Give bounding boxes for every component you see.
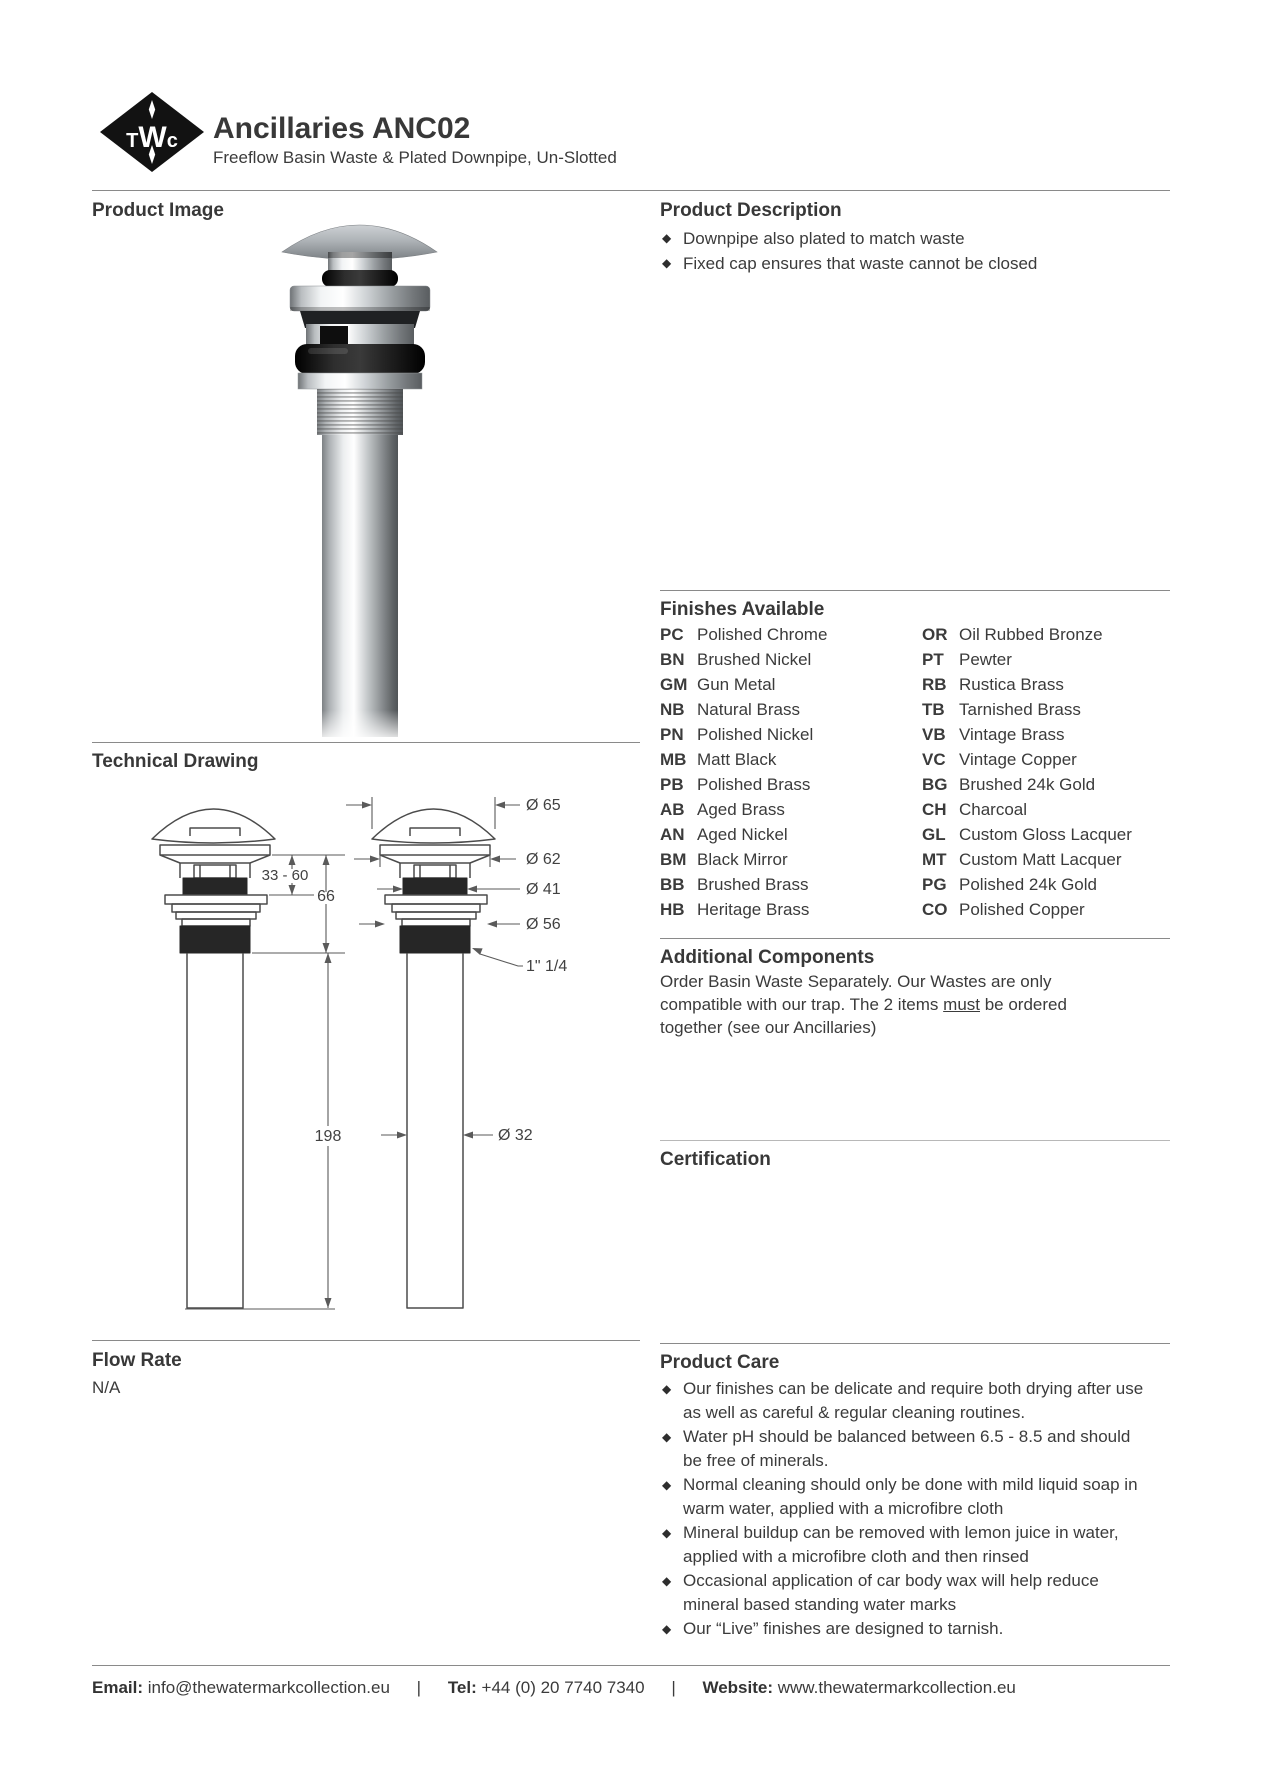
finish-name: Custom Gloss Lacquer bbox=[959, 825, 1132, 844]
finish-item bbox=[660, 847, 922, 872]
finish-item bbox=[660, 822, 922, 847]
finish-name: Charcoal bbox=[959, 800, 1028, 819]
finish-item bbox=[922, 722, 1132, 747]
footer bbox=[92, 1678, 1016, 1698]
finish-name: Natural Brass bbox=[697, 700, 800, 719]
bullet-text: Mineral buildup can be removed with lemon juice in water, applied with a microfibre cloth and then rinsed bbox=[683, 1523, 1119, 1566]
twc-logo bbox=[100, 92, 204, 172]
bullet-text: Our “Live” finishes are designed to tarnish. bbox=[683, 1619, 1004, 1638]
finish-name: Polished Chrome bbox=[697, 625, 828, 644]
finish-code: AN bbox=[660, 825, 685, 844]
finish-name: Custom Matt Lacquer bbox=[959, 850, 1122, 869]
finish-code: CH bbox=[922, 800, 947, 819]
finish-code: OR bbox=[922, 625, 948, 644]
finish-code: GL bbox=[922, 825, 946, 844]
bullet-text: Occasional application of car body wax will help reduce mineral based standing water marks bbox=[683, 1571, 1099, 1614]
finish-item bbox=[660, 622, 922, 647]
finish-item bbox=[660, 647, 922, 672]
dim-dia-flange: Ø 62 bbox=[526, 851, 561, 868]
divider-certification bbox=[660, 1140, 1170, 1141]
bullet-text: Fixed cap ensures that waste cannot be closed bbox=[683, 254, 1038, 273]
finish-code: TB bbox=[922, 700, 945, 719]
finish-code: HB bbox=[660, 900, 685, 919]
page-title: Ancillaries ANC02 bbox=[213, 112, 471, 145]
finish-name: Brushed Nickel bbox=[697, 650, 812, 669]
tel-value: +44 (0) 20 7740 7340 bbox=[481, 1678, 645, 1697]
finish-item bbox=[922, 747, 1132, 772]
dim-dia-cap: Ø 65 bbox=[526, 797, 561, 814]
finish-name: Aged Nickel bbox=[697, 825, 788, 844]
product-care-list bbox=[662, 1377, 1151, 1641]
finish-code: PN bbox=[660, 725, 684, 744]
certification-heading: Certification bbox=[660, 1149, 771, 1170]
product-description-list bbox=[662, 226, 1151, 276]
finishes-grid bbox=[660, 622, 1132, 922]
paragraph-line bbox=[660, 993, 1130, 1016]
diamond-bullet-icon: ◆ bbox=[662, 1526, 672, 1540]
finish-name: Vintage Brass bbox=[959, 725, 1065, 744]
finish-item bbox=[922, 672, 1132, 697]
finish-name: Polished Copper bbox=[959, 900, 1085, 919]
website-label: Website: bbox=[702, 1678, 774, 1697]
finish-code: AB bbox=[660, 800, 685, 819]
flow-rate-value: N/A bbox=[92, 1378, 121, 1397]
dimension-arrows bbox=[289, 802, 506, 1309]
finish-code: BM bbox=[660, 850, 687, 869]
finish-item bbox=[660, 897, 922, 922]
diamond-bullet-icon: ◆ bbox=[662, 1382, 672, 1396]
dim-tube-length: 198 bbox=[314, 1128, 342, 1145]
product-description-heading: Product Description bbox=[660, 200, 842, 221]
dim-overall-height: 66 bbox=[317, 888, 335, 905]
finish-name: Gun Metal bbox=[697, 675, 776, 694]
finish-code: PT bbox=[922, 650, 944, 669]
finish-code: CO bbox=[922, 900, 948, 919]
finish-item bbox=[922, 797, 1132, 822]
additional-components-heading: Additional Components bbox=[660, 947, 875, 968]
footer-separator: | bbox=[416, 1678, 422, 1697]
finishes-column-right bbox=[922, 622, 1132, 922]
list-item bbox=[662, 1617, 1151, 1641]
divider-additional-components bbox=[660, 938, 1170, 939]
finish-code: PC bbox=[660, 625, 684, 644]
finish-name: Rustica Brass bbox=[959, 675, 1064, 694]
list-item bbox=[662, 251, 1151, 276]
finish-item bbox=[660, 872, 922, 897]
finish-name: Pewter bbox=[959, 650, 1012, 669]
finish-code: MT bbox=[922, 850, 947, 869]
bullet-text: Normal cleaning should only be done with mild liquid soap in warm water, applied with a microfibre cloth bbox=[683, 1475, 1138, 1518]
finish-item bbox=[922, 872, 1132, 897]
finish-code: MB bbox=[660, 750, 687, 769]
dim-dia-body: Ø 56 bbox=[526, 916, 561, 933]
paragraph-line: Order Basin Waste Separately. Our Wastes are only bbox=[660, 972, 1052, 991]
dim-dia-thread: Ø 41 bbox=[526, 881, 561, 898]
finish-item bbox=[660, 772, 922, 797]
finish-code: NB bbox=[660, 700, 685, 719]
underlined-word: must bbox=[943, 995, 980, 1014]
finish-item bbox=[922, 847, 1132, 872]
divider-header bbox=[92, 190, 1170, 191]
finish-code: PB bbox=[660, 775, 684, 794]
list-item bbox=[662, 1569, 1151, 1617]
finish-name: Aged Brass bbox=[697, 800, 785, 819]
finish-item bbox=[922, 897, 1132, 922]
finish-name: Black Mirror bbox=[697, 850, 788, 869]
finish-item bbox=[660, 672, 922, 697]
waste-line-drawing bbox=[152, 809, 275, 1308]
finish-code: VC bbox=[922, 750, 946, 769]
bullet-text: Our finishes can be delicate and require both drying after use as well as careful & regular cleaning routines. bbox=[683, 1379, 1144, 1422]
diamond-bullet-icon: ◆ bbox=[662, 231, 672, 245]
list-item bbox=[662, 226, 1151, 251]
diamond-bullet-icon: ◆ bbox=[662, 256, 672, 270]
technical-drawing-heading: Technical Drawing bbox=[92, 751, 259, 772]
finish-item bbox=[922, 647, 1132, 672]
finishes-heading: Finishes Available bbox=[660, 599, 825, 620]
product-photo bbox=[270, 212, 470, 740]
list-item bbox=[662, 1377, 1151, 1425]
email-value: info@thewatermarkcollection.eu bbox=[147, 1678, 390, 1697]
finish-item bbox=[922, 772, 1132, 797]
finish-item bbox=[922, 697, 1132, 722]
page-subtitle: Freeflow Basin Waste & Plated Downpipe, Un-Slotted bbox=[213, 148, 617, 167]
logo-text: TWc bbox=[126, 121, 178, 154]
finish-item bbox=[660, 747, 922, 772]
finish-name: Polished 24k Gold bbox=[959, 875, 1097, 894]
text-segment: be ordered bbox=[980, 995, 1067, 1014]
finish-item bbox=[660, 697, 922, 722]
finish-code: BG bbox=[922, 775, 948, 794]
finish-name: Tarnished Brass bbox=[959, 700, 1081, 719]
tel-label: Tel: bbox=[447, 1678, 477, 1697]
finish-code: BB bbox=[660, 875, 685, 894]
finish-code: VB bbox=[922, 725, 946, 744]
technical-drawing bbox=[130, 795, 580, 1317]
dim-nut-size: 1" 1/4 bbox=[526, 958, 568, 975]
dim-height-adjust: 33 - 60 bbox=[261, 867, 309, 884]
bullet-text: Water pH should be balanced between 6.5 - 8.5 and should be free of minerals. bbox=[683, 1427, 1131, 1470]
product-image-heading: Product Image bbox=[92, 200, 224, 221]
finish-name: Oil Rubbed Bronze bbox=[959, 625, 1103, 644]
list-item bbox=[662, 1473, 1151, 1521]
divider-footer bbox=[92, 1665, 1170, 1666]
diamond-bullet-icon: ◆ bbox=[662, 1574, 672, 1588]
finish-code: BN bbox=[660, 650, 685, 669]
finish-name: Polished Nickel bbox=[697, 725, 814, 744]
list-item bbox=[662, 1521, 1151, 1569]
finish-name: Brushed 24k Gold bbox=[959, 775, 1096, 794]
finish-code: RB bbox=[922, 675, 947, 694]
divider-finishes bbox=[660, 590, 1170, 591]
finish-code: PG bbox=[922, 875, 947, 894]
list-item bbox=[662, 1425, 1151, 1473]
diamond-bullet-icon: ◆ bbox=[662, 1478, 672, 1492]
footer-separator: | bbox=[671, 1678, 676, 1697]
finish-item bbox=[922, 822, 1132, 847]
website-value: www.thewatermarkcollection.eu bbox=[777, 1678, 1016, 1697]
photo-waste-fixture bbox=[282, 225, 437, 740]
divider-flow-rate bbox=[92, 1340, 640, 1341]
additional-components-text bbox=[660, 970, 1130, 1039]
dim-dia-tube: Ø 32 bbox=[498, 1127, 533, 1144]
finish-item bbox=[660, 722, 922, 747]
finishes-column-left bbox=[660, 622, 922, 922]
bullet-text: Downpipe also plated to match waste bbox=[683, 229, 965, 248]
finish-code: GM bbox=[660, 675, 688, 694]
paragraph-line: together (see our Ancillaries) bbox=[660, 1018, 877, 1037]
divider-product-care bbox=[660, 1343, 1170, 1344]
product-care-heading: Product Care bbox=[660, 1352, 780, 1373]
diamond-bullet-icon: ◆ bbox=[662, 1622, 672, 1636]
email-label: Email: bbox=[92, 1678, 144, 1697]
divider-technical-drawing bbox=[92, 742, 640, 743]
finish-name: Vintage Copper bbox=[959, 750, 1077, 769]
finish-item bbox=[922, 622, 1132, 647]
flow-rate-heading: Flow Rate bbox=[92, 1350, 182, 1371]
finish-name: Matt Black bbox=[697, 750, 777, 769]
finish-name: Polished Brass bbox=[697, 775, 811, 794]
finish-item bbox=[660, 797, 922, 822]
finish-name: Brushed Brass bbox=[697, 875, 809, 894]
text-segment: compatible with our trap. The 2 items bbox=[660, 995, 944, 1014]
diamond-bullet-icon: ◆ bbox=[662, 1430, 672, 1444]
finish-name: Heritage Brass bbox=[697, 900, 810, 919]
